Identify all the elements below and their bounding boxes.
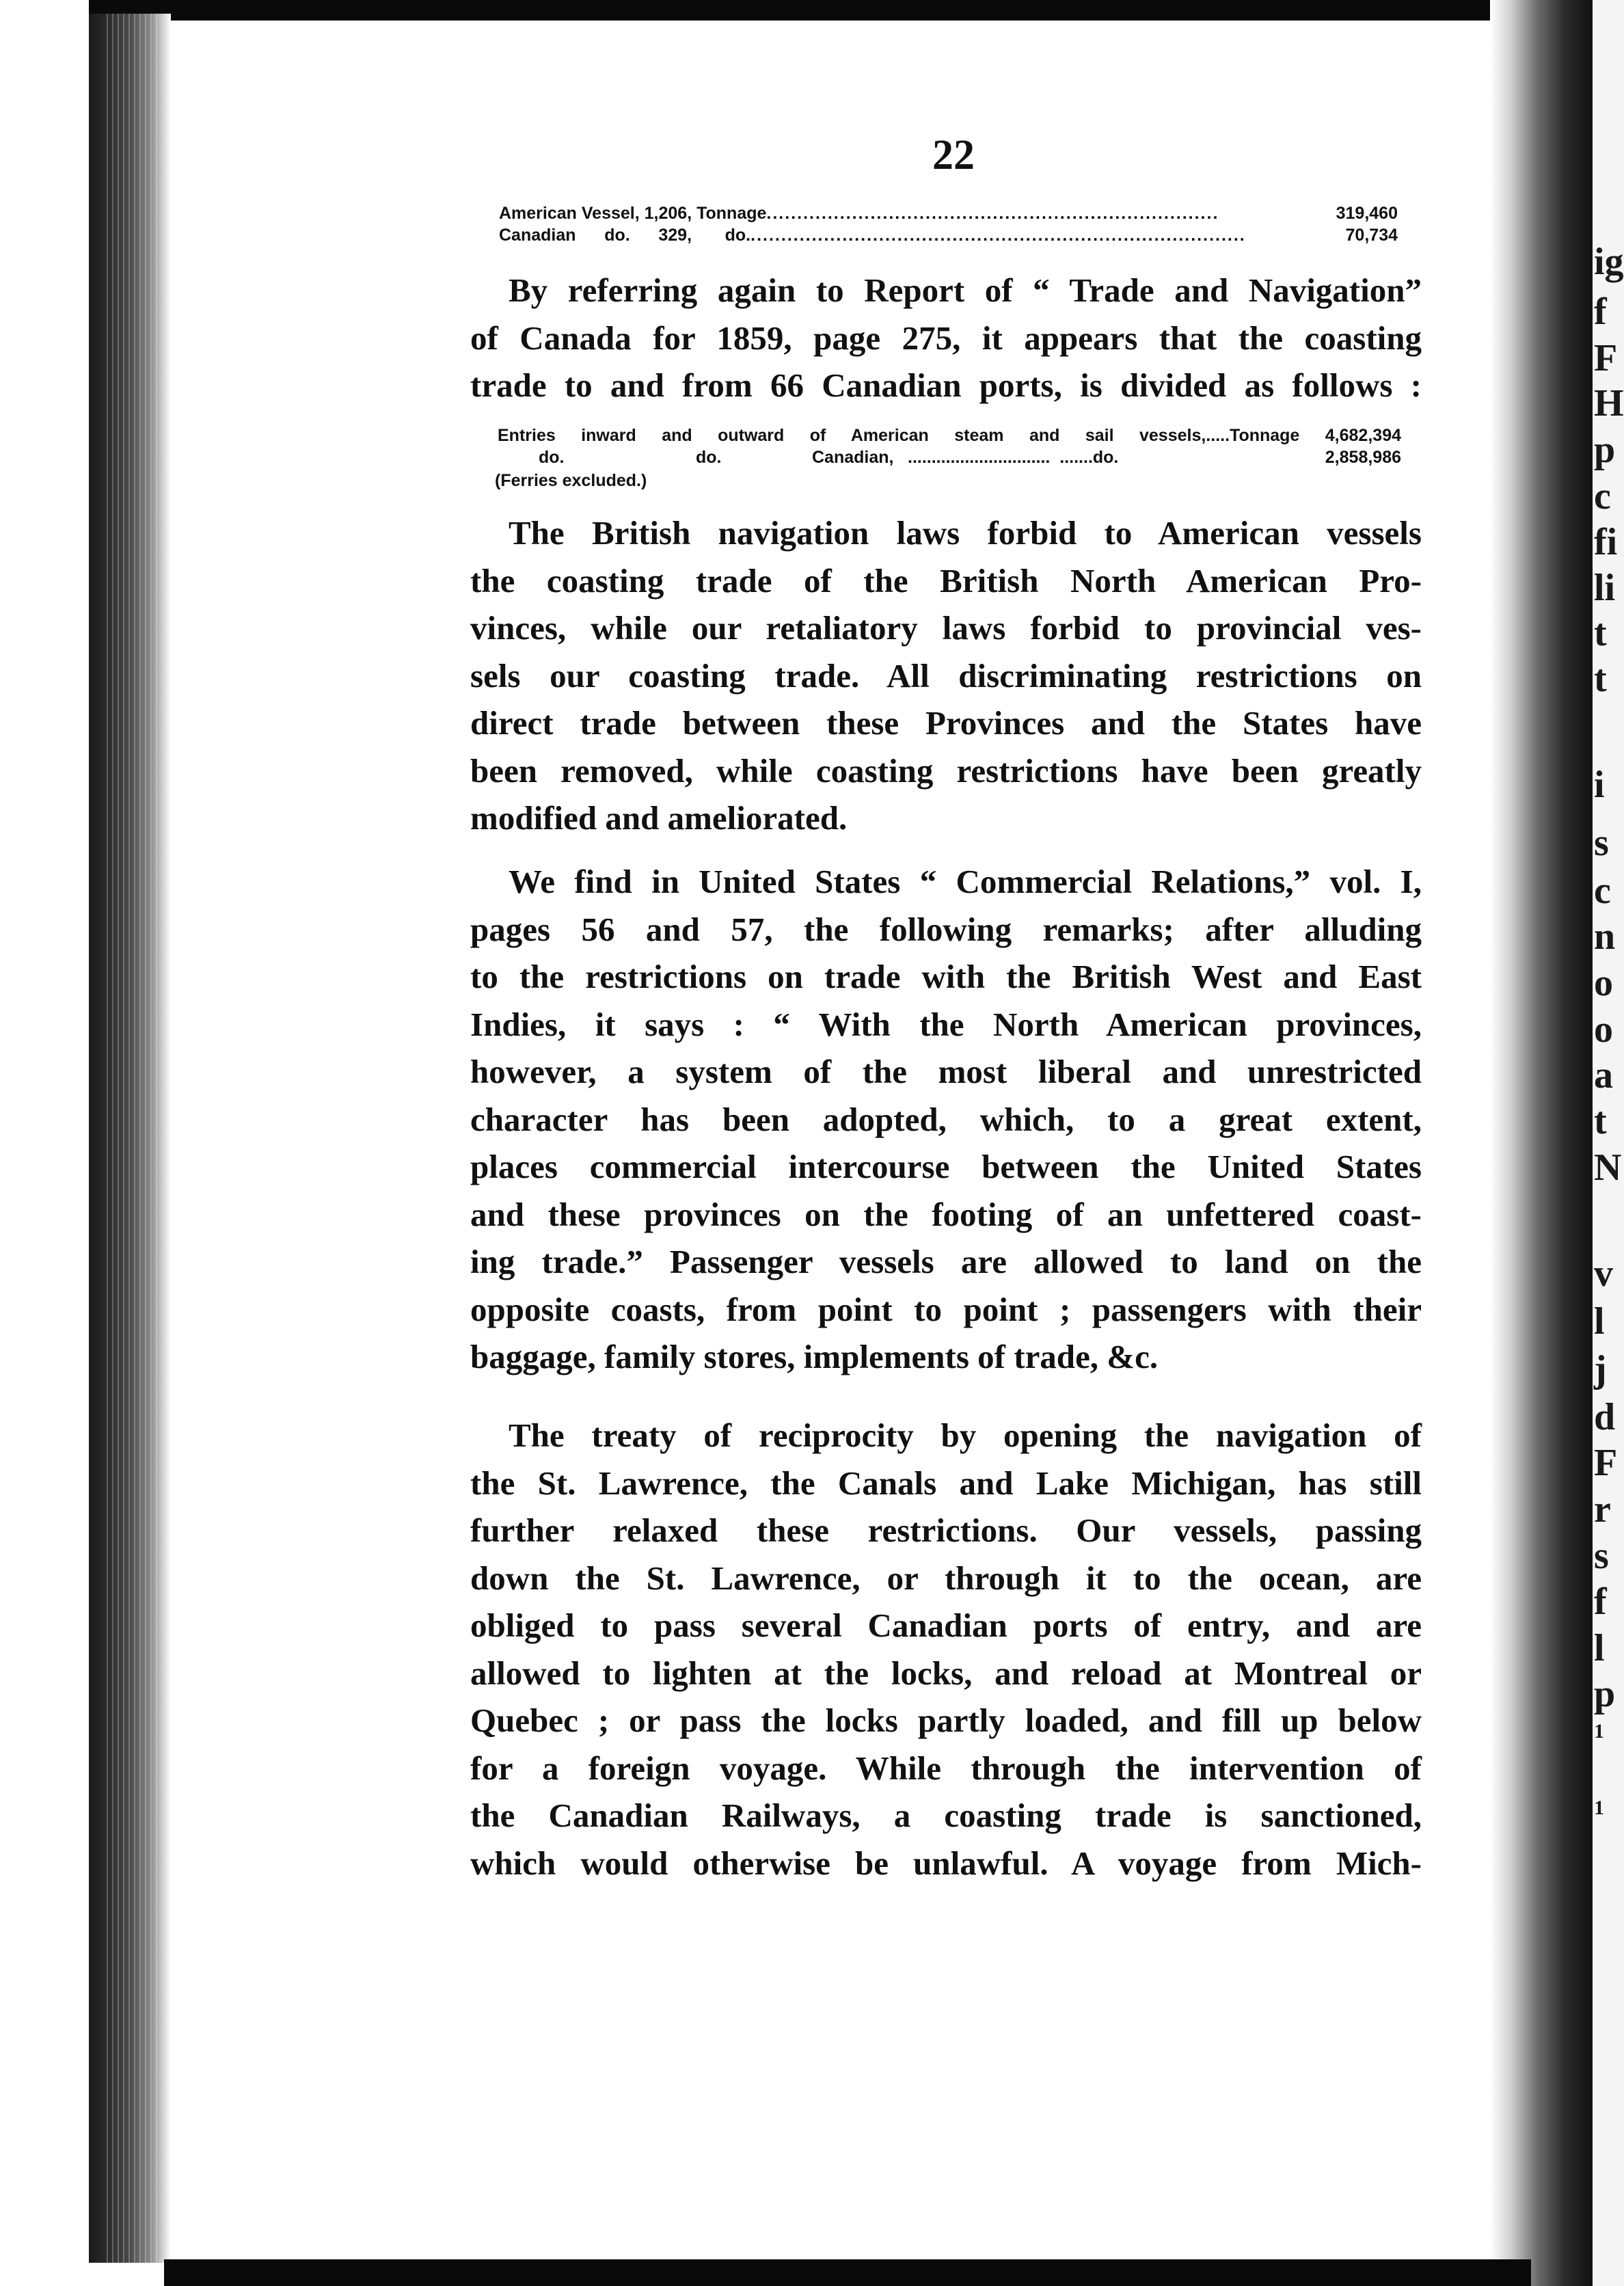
text-line: Quebec ; or pass the locks partly loaded, and fill up below xyxy=(470,1702,1422,1739)
next-page-fragment: s xyxy=(1594,822,1609,864)
text-line: modified and ameliorated. xyxy=(470,799,848,837)
entries-row-canadian xyxy=(498,448,1401,468)
text-line: We find in United States “ Commercial Relations,” vol. I, xyxy=(509,863,1422,900)
next-page-fragment: v xyxy=(1594,1252,1613,1295)
entries-row-american xyxy=(498,426,1401,446)
entries-ditto: do. xyxy=(539,448,565,467)
text-line: been removed, while coasting restrictions have been greatly xyxy=(470,751,1422,790)
next-page-edge xyxy=(1593,0,1624,2286)
text-line: for a foreign voyage. While through the intervention of xyxy=(470,1749,1422,1787)
next-page-fragment: c xyxy=(1594,870,1611,912)
text-line: down the St. Lawrence, or through it to the ocean, are xyxy=(470,1559,1422,1597)
text-line: the Canadian Railways, a coasting trade is sanctioned, xyxy=(470,1797,1422,1834)
next-page-fragment: i xyxy=(1594,764,1605,806)
text-line: and these provinces on the footing of an unfettered coast- xyxy=(470,1195,1422,1233)
next-page-fragment: t xyxy=(1594,1100,1607,1142)
text-line: opposite coasts, from point to point ; passengers with their xyxy=(470,1290,1422,1328)
next-page-fragment: s xyxy=(1594,1535,1609,1577)
text-line: ing trade.” Passenger vessels are allowed to land on the xyxy=(470,1243,1422,1280)
text-line: pages 56 and 57, the following remarks; after alluding xyxy=(470,910,1422,948)
text-line: to the restrictions on trade with the British West and East xyxy=(470,958,1422,995)
vessel-row-label: Canadian do. 329, do. xyxy=(499,226,751,245)
paragraph-commercial-relations xyxy=(470,858,1422,1381)
next-page-fragment: f xyxy=(1594,291,1607,333)
next-page-fragment: p xyxy=(1594,1673,1616,1715)
scan-margin-left xyxy=(0,0,89,2286)
text-line: the coasting trade of the British North American Pro- xyxy=(470,561,1422,600)
text-line: sels our coasting trade. All discriminating restrictions on xyxy=(470,656,1422,695)
next-page-fragment: o xyxy=(1594,962,1613,1004)
text-line: vinces, while our retaliatory laws forbid to provincial ves- xyxy=(470,609,1422,647)
scan-border-top xyxy=(0,0,1624,21)
text-line: By referring again to Report of “ Trade and Navigation” xyxy=(509,271,1422,309)
next-page-fragment: c xyxy=(1594,475,1611,517)
next-page-fragment: o xyxy=(1594,1008,1613,1051)
next-page-fragment: d xyxy=(1594,1396,1616,1438)
next-page-fragment: n xyxy=(1594,915,1616,958)
text-line: places commercial intercourse between the United States xyxy=(470,1148,1422,1185)
next-page-fragment: l xyxy=(1594,1627,1605,1669)
next-page-fragment: fi xyxy=(1594,521,1618,563)
paragraph-trade-navigation xyxy=(470,267,1422,409)
next-page-fragment: l xyxy=(1594,1300,1605,1343)
entries-value: 2,858,986 xyxy=(1325,448,1401,467)
paragraph-treaty-reciprocity xyxy=(470,1412,1422,1887)
vessel-row-label: American Vessel, 1,206, Tonnage xyxy=(499,204,767,223)
vessel-row-value: 70,734 xyxy=(1345,226,1398,245)
next-page-fragment: t xyxy=(1594,612,1607,654)
next-page-fragment: p xyxy=(1594,429,1616,471)
next-page-fragment: li xyxy=(1594,567,1616,609)
next-page-fragment: H xyxy=(1594,382,1624,425)
vessel-row-dots: ................................................................................. xyxy=(750,226,1246,245)
next-page-fragment: t xyxy=(1594,658,1607,700)
text-line: character has been adopted, which, to a great extent, xyxy=(470,1100,1422,1138)
text-line: however, a system of the most liberal and unrestricted xyxy=(470,1053,1422,1090)
entries-label: Canadian, xyxy=(812,448,894,467)
scan-border-bottom xyxy=(164,2259,1531,2286)
text-line: trade to and from 66 Canadian ports, is divided as follows : xyxy=(470,366,1422,404)
next-page-fragment: 1 xyxy=(1594,1720,1604,1743)
vessel-row-dots: .......................................................................... xyxy=(766,204,1219,223)
text-line: further relaxed these restrictions. Our vessels, passing xyxy=(470,1511,1422,1549)
entries-dots: .............................. .......do. xyxy=(908,448,1119,467)
next-page-fragment: 1 xyxy=(1594,1797,1604,1819)
next-page-fragment: N xyxy=(1594,1146,1622,1189)
text-line: The treaty of reciprocity by opening the navigation of xyxy=(509,1416,1422,1454)
next-page-fragment: F xyxy=(1594,337,1618,379)
next-page-fragment: r xyxy=(1594,1488,1611,1531)
page-number: 22 xyxy=(932,132,975,178)
gutter-shadow xyxy=(1490,0,1593,2286)
text-line: The British navigation laws forbid to American vessels xyxy=(509,514,1422,552)
page-edges xyxy=(103,14,157,2263)
text-line: Indies, it says : “ With the North American provinces, xyxy=(470,1005,1422,1043)
entries-row-text: Entries inward and outward of American steam and sail vessels,.....Tonnage 4,682,394 xyxy=(498,426,1401,445)
entries-ditto: do. xyxy=(696,448,722,467)
text-line: of Canada for 1859, page 275, it appears that the coasting xyxy=(470,319,1422,357)
paragraph-navigation-laws xyxy=(470,509,1422,842)
next-page-fragment: a xyxy=(1594,1054,1613,1097)
next-page-fragment: ig xyxy=(1594,241,1624,283)
vessel-row-american xyxy=(499,204,1398,224)
text-line: baggage, family stores, implements of trade, &c. xyxy=(470,1338,1159,1375)
text-line: which would otherwise be unlawful. A voyage from Mich- xyxy=(470,1844,1422,1882)
text-line: allowed to lighten at the locks, and reload at Montreal or xyxy=(470,1654,1422,1692)
vessel-row-canadian xyxy=(499,226,1398,245)
entries-note: (Ferries excluded.) xyxy=(495,471,647,490)
next-page-fragment: j xyxy=(1594,1348,1607,1390)
next-page-fragment: F xyxy=(1594,1442,1618,1484)
text-line: direct trade between these Provinces and the States have xyxy=(470,704,1422,742)
text-line: obliged to pass several Canadian ports of entry, and are xyxy=(470,1606,1422,1644)
text-line: the St. Lawrence, the Canals and Lake Michigan, has still xyxy=(470,1464,1422,1502)
next-page-fragment: f xyxy=(1594,1581,1607,1623)
vessel-row-value: 319,460 xyxy=(1336,204,1398,223)
